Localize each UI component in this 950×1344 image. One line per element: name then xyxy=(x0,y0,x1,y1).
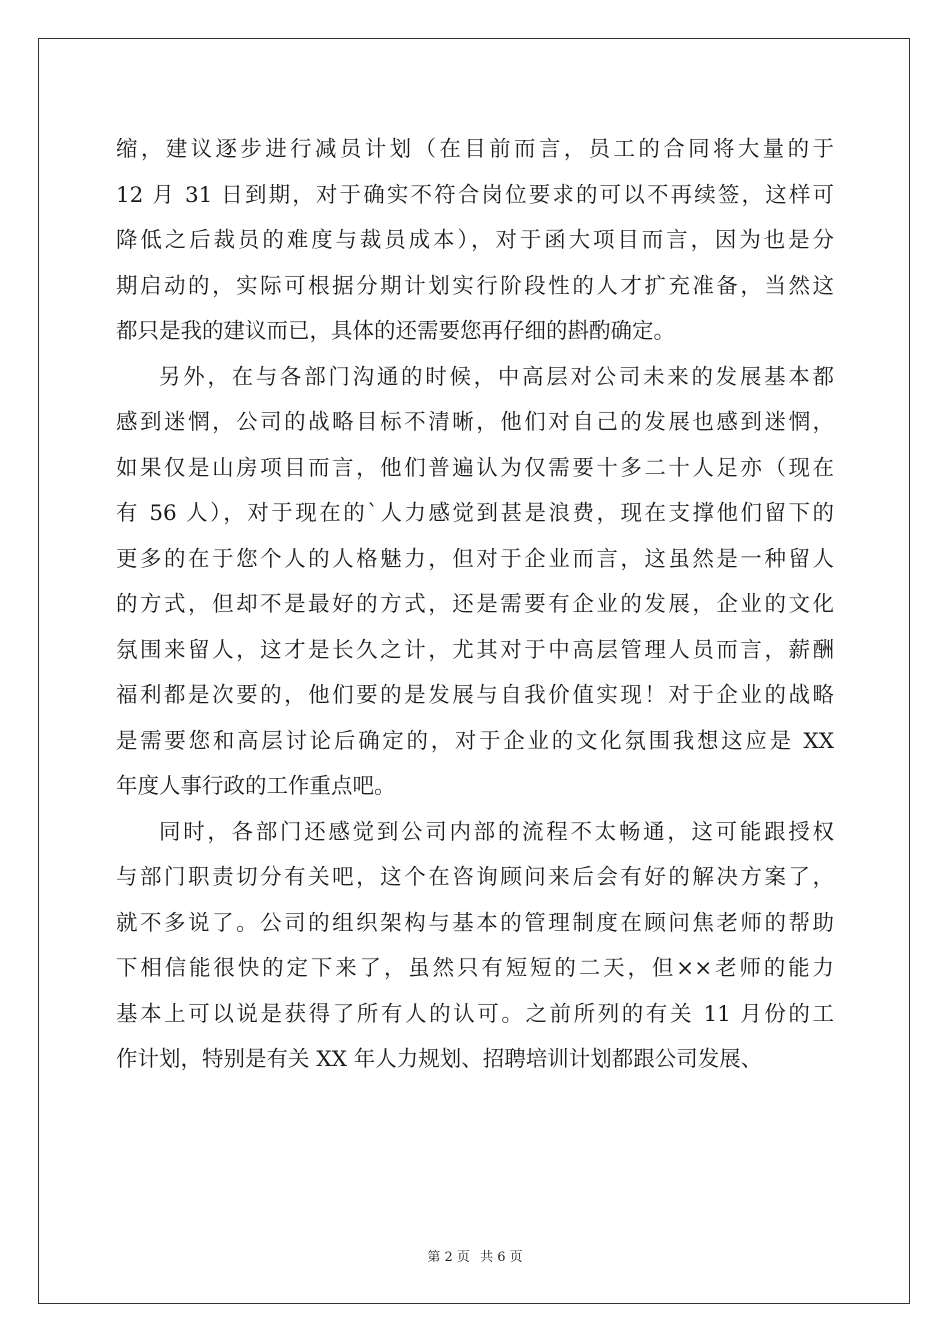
paragraph xyxy=(116,810,834,1083)
document-body xyxy=(116,127,834,1083)
text-line: 降低之后裁员的难度与裁员成本），对于函大项目而言，因为也是分 xyxy=(116,228,834,253)
text-line: 期启动的，实际可根据分期计划实行阶段性的人才扩充准备，当然这 xyxy=(116,273,834,299)
text-line: 的方式，但却不是最好的方式，还是需要有企业的发展，企业的文化 xyxy=(116,592,834,617)
text-line: 另外，在与各部门沟通的时候，中高层对公司未来的发展基本都 xyxy=(159,364,834,390)
page-total: 共 6 页 xyxy=(480,1250,523,1265)
text-line: 下相信能很快的定下来了，虽然只有短短的二天，但××老师的能力 xyxy=(116,956,834,981)
paragraph xyxy=(116,355,834,810)
text-line: 如果仅是山房项目而言，他们普遍认为仅需要十多二十人足亦（现在 xyxy=(116,455,834,481)
text-line: 就不多说了。公司的组织架构与基本的管理制度在顾问焦老师的帮助 xyxy=(116,910,834,936)
text-line: 年度人事行政的工作重点吧。 xyxy=(116,774,396,799)
text-line: 作计划，特别是有关 XX 年人力规划、招聘培训计划都跟公司发展、 xyxy=(116,1047,763,1072)
text-line: 是需要您和高层讨论后确定的，对于企业的文化氛围我想这应是 XX xyxy=(116,728,834,754)
text-line: 都只是我的建议而已，具体的还需要您再仔细的斟酌确定。 xyxy=(116,319,676,344)
text-line: 氛围来留人，这才是长久之计，尤其对于中高层管理人员而言，薪酬 xyxy=(116,637,834,663)
page-number: 第 2 页 xyxy=(427,1250,470,1265)
text-line: 更多的在于您个人的人格魅力，但对于企业而言，这虽然是一种留人 xyxy=(116,546,834,572)
text-line: 感到迷惘，公司的战略目标不清晰，他们对自己的发展也感到迷惘， xyxy=(116,410,834,435)
page-footer xyxy=(0,1246,950,1265)
text-line: 福利都是次要的，他们要的是发展与自我价值实现！对于企业的战略 xyxy=(116,683,834,708)
text-line: 同时，各部门还感觉到公司内部的流程不太畅通，这可能跟授权 xyxy=(159,819,834,845)
text-line: 缩，建议逐步进行减员计划（在目前而言，员工的合同将大量的于 xyxy=(116,137,834,162)
text-line: 与部门职责切分有关吧，这个在咨询顾问来后会有好的解决方案了， xyxy=(116,865,834,890)
text-line: 有 56 人），对于现在的`人力感觉到甚是浪费，现在支撑他们留下的 xyxy=(116,501,834,526)
text-line: 基本上可以说是获得了所有人的认可。之前所列的有关 11 月份的工 xyxy=(116,1001,834,1027)
text-line: 12 月 31 日到期，对于确实不符合岗位要求的可以不再续签，这样可 xyxy=(116,182,834,208)
paragraph xyxy=(116,127,834,355)
